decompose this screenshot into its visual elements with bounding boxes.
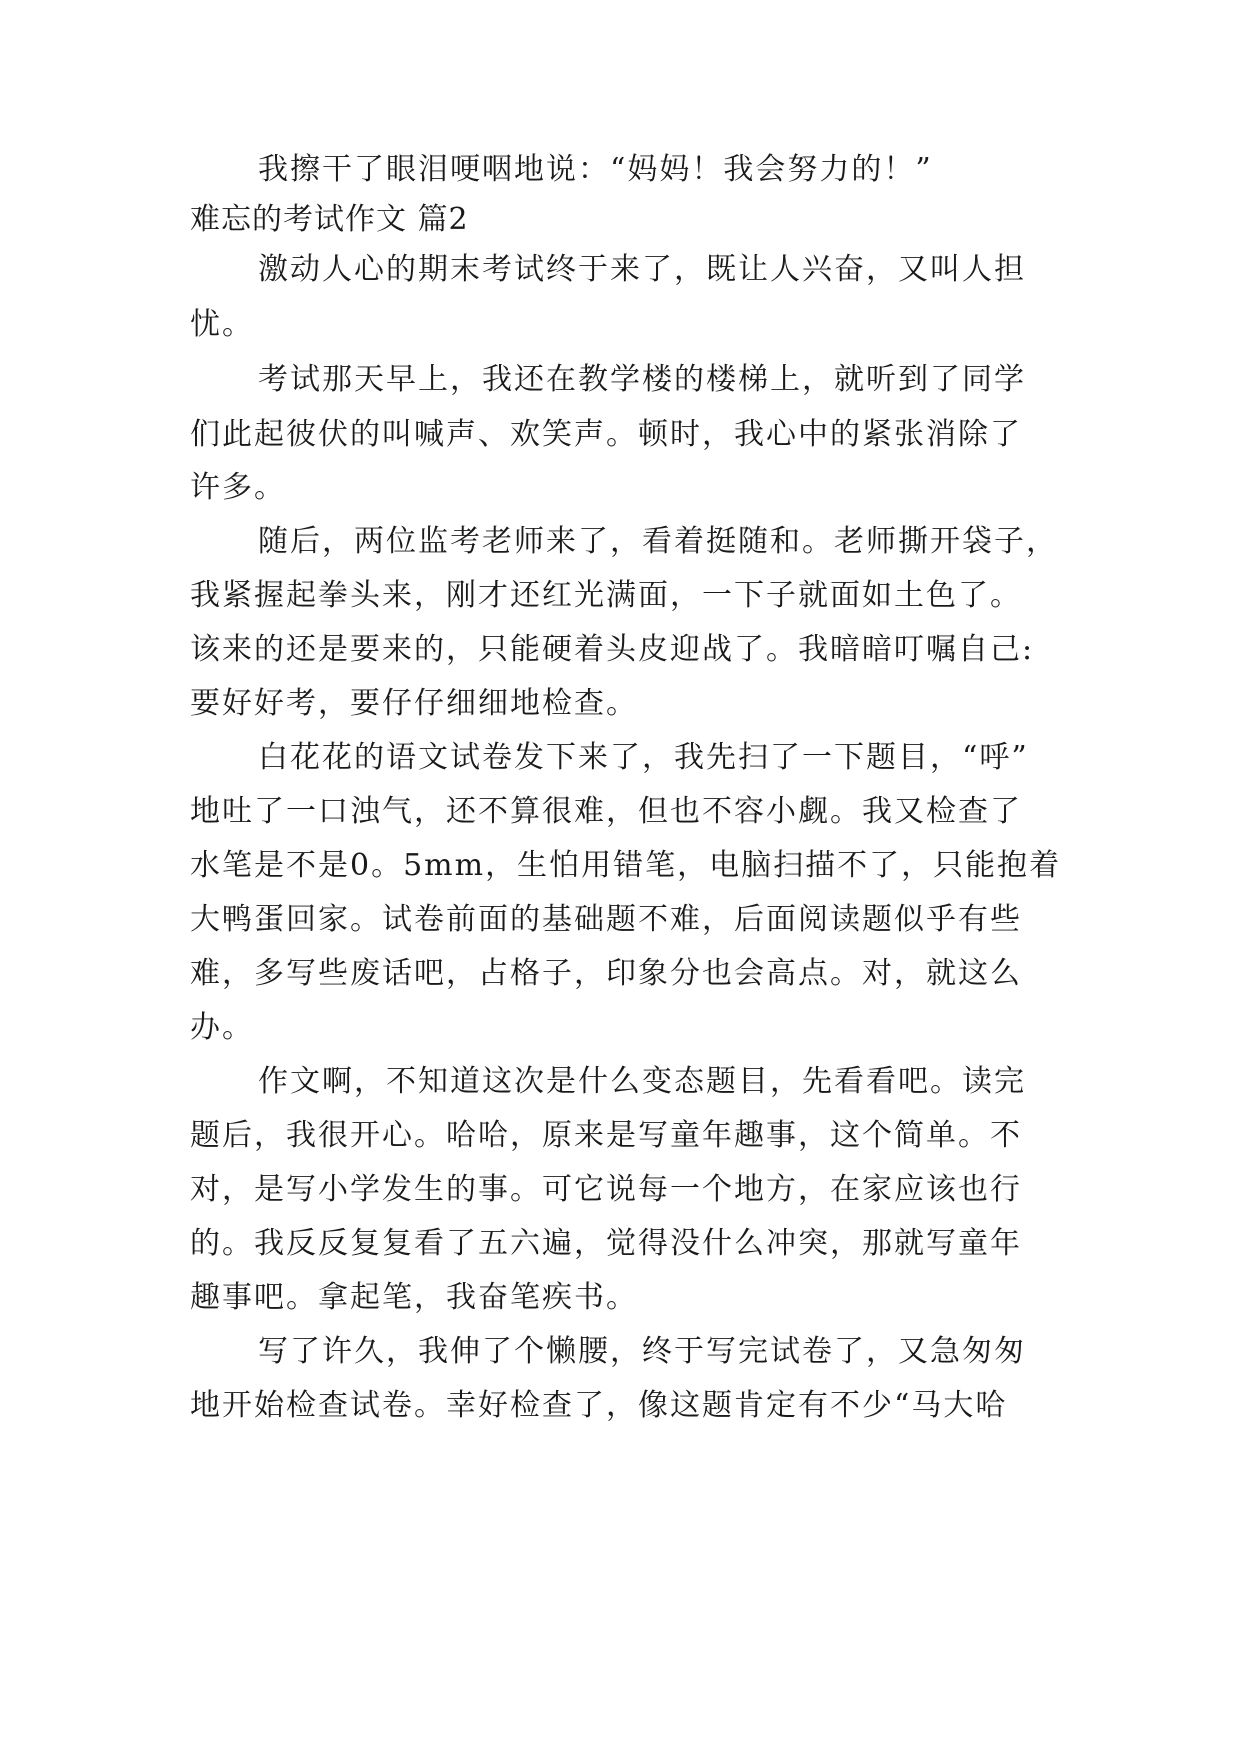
- paragraph-line: 要好好考，要仔仔细细地检查。: [190, 686, 638, 721]
- paragraph-line: 地开始检查试卷。幸好检查了，像这题肯定有不少“马大哈: [190, 1388, 1008, 1423]
- paragraph-line: 的。我反反复复看了五六遍，觉得没什么冲突，那就写童年: [190, 1226, 1022, 1261]
- paragraph-line: 水笔是不是0。5mm，生怕用错笔，电脑扫描不了，只能抱着: [190, 848, 1062, 883]
- paragraph-line: 大鸭蛋回家。试卷前面的基础题不难，后面阅读题似乎有些: [190, 902, 1022, 937]
- paragraph-line: 们此起彼伏的叫喊声、欢笑声。顿时，我心中的紧张消除了: [190, 417, 1022, 452]
- paragraph-line: 激动人心的期末考试终于来了，既让人兴奋，又叫人担: [258, 252, 1026, 287]
- paragraph-line: 随后，两位监考老师来了，看着挺随和。老师撕开袋子，: [258, 524, 1058, 559]
- paragraph-line: 我擦干了眼泪哽咽地说：“妈妈！我会努力的！”: [258, 152, 933, 187]
- paragraph-line: 难，多写些废话吧，占格子，印象分也会高点。对，就这么: [190, 956, 1022, 991]
- paragraph-line: 忧。: [190, 307, 254, 342]
- paragraph-line: 我紧握起拳头来，刚才还红光满面，一下子就面如土色了。: [190, 578, 1022, 613]
- paragraph-line: 办。: [190, 1010, 254, 1045]
- paragraph-line: 许多。: [190, 470, 286, 505]
- paragraph-line: 对，是写小学发生的事。可它说每一个地方，在家应该也行: [190, 1172, 1022, 1207]
- paragraph-line: 该来的还是要来的，只能硬着头皮迎战了。我暗暗叮嘱自己:: [190, 632, 1035, 667]
- essay-title: 难忘的考试作文 篇2: [190, 202, 469, 237]
- paragraph-line: 趣事吧。拿起笔，我奋笔疾书。: [190, 1280, 638, 1315]
- paragraph-line: 题后，我很开心。哈哈，原来是写童年趣事，这个简单。不: [190, 1118, 1022, 1153]
- paragraph-line: 写了许久，我伸了个懒腰，终于写完试卷了，又急匆匆: [258, 1334, 1026, 1369]
- paragraph-line: 地吐了一口浊气，还不算很难，但也不容小觑。我又检查了: [190, 794, 1022, 829]
- paragraph-line: 白花花的语文试卷发下来了，我先扫了一下题目，“呼”: [258, 740, 1029, 775]
- paragraph-line: 作文啊，不知道这次是什么变态题目，先看看吧。读完: [258, 1064, 1026, 1099]
- paragraph-line: 考试那天早上，我还在教学楼的楼梯上，就听到了同学: [258, 362, 1026, 397]
